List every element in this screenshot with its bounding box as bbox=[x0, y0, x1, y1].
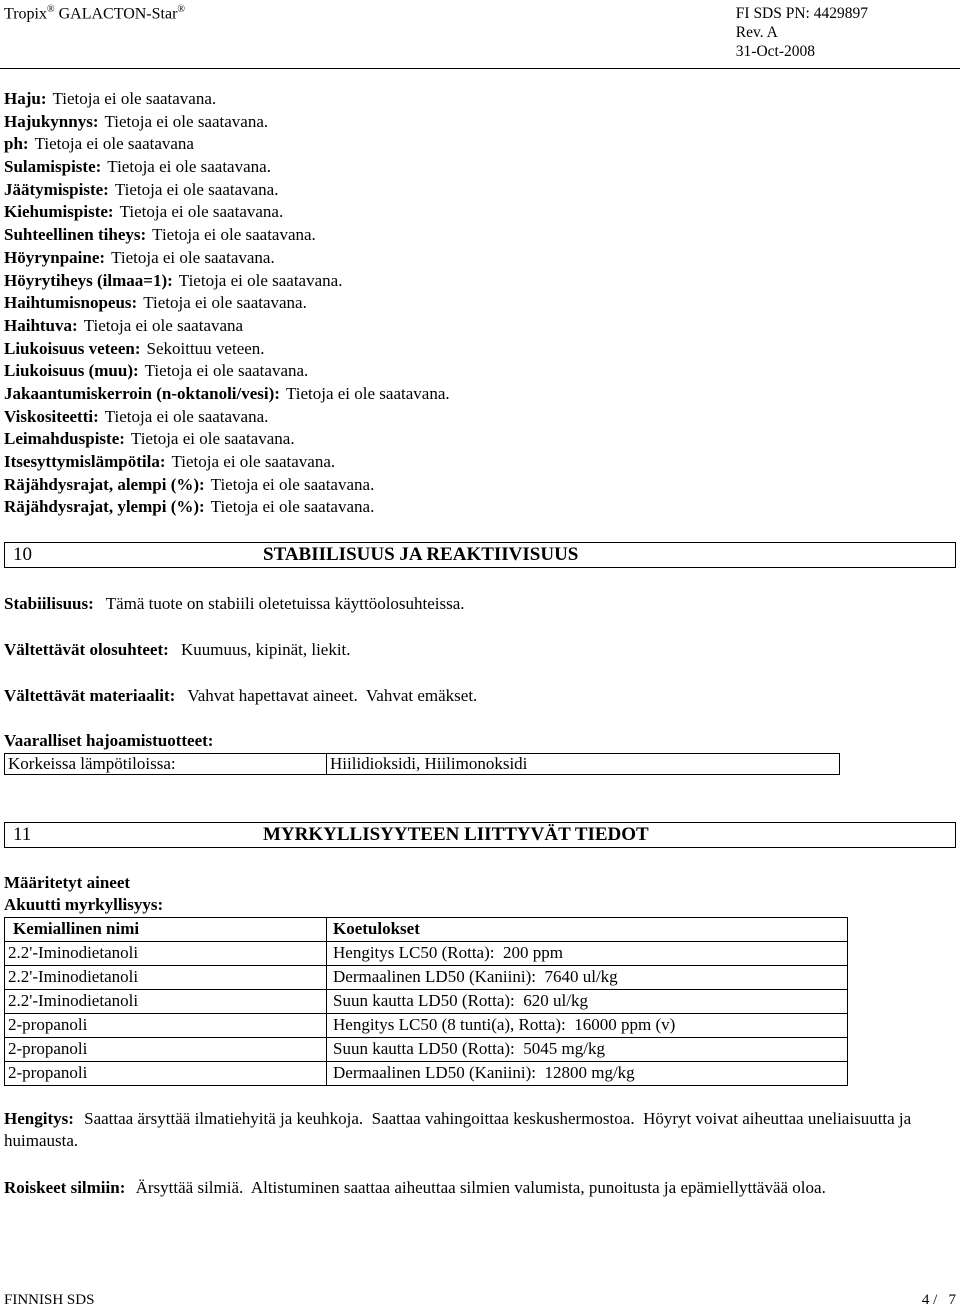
column-header-results: Koetulokset bbox=[327, 918, 848, 942]
inhalation-paragraph bbox=[4, 1108, 944, 1152]
decomposition-label: Vaaralliset hajoamistuotteet: bbox=[4, 731, 214, 750]
property-label: Leimahduspiste: bbox=[4, 429, 125, 449]
decomposition-heading bbox=[4, 731, 221, 751]
inhalation-value: Saattaa ärsyttää ilmatiehyitä ja keuhkoja. Saattaa vahingoittaa keskushermostoa. Höyryt voivat aiheuttaa uneliaisuutta ja huimausta. bbox=[4, 1109, 916, 1150]
property-row bbox=[4, 315, 450, 338]
toxicity-table bbox=[4, 917, 848, 1086]
property-label: Räjähdysrajat, alempi (%): bbox=[4, 474, 205, 494]
property-label: Kiehumispiste: bbox=[4, 202, 114, 222]
section-number: 10 bbox=[13, 544, 32, 565]
property-value: Tietoja ei ole saatavana. bbox=[107, 157, 271, 177]
property-row bbox=[4, 247, 450, 270]
property-label: ph: bbox=[4, 134, 29, 154]
property-value: Tietoja ei ole saatavana. bbox=[130, 429, 295, 449]
property-row bbox=[4, 201, 450, 224]
property-row bbox=[4, 88, 450, 111]
acute-toxicity-heading bbox=[4, 895, 171, 915]
property-value: Tietoja ei ole saatavana bbox=[83, 315, 244, 335]
product-name: GALACTON-Star bbox=[58, 5, 178, 23]
property-label: Liukoisuus (muu): bbox=[4, 361, 139, 381]
table-header-row bbox=[5, 918, 848, 942]
property-row bbox=[4, 270, 450, 293]
chemical-name-cell: 2-propanoli bbox=[5, 1038, 327, 1062]
property-row bbox=[4, 406, 450, 429]
property-row bbox=[4, 133, 450, 156]
property-row bbox=[4, 111, 450, 134]
header-divider bbox=[0, 68, 960, 69]
property-row bbox=[4, 496, 450, 519]
table-row bbox=[5, 966, 848, 990]
chemical-name-cell: 2-propanoli bbox=[5, 1014, 327, 1038]
property-value: Tietoja ei ole saatavana. bbox=[285, 383, 450, 403]
substances-label: Määritetyt aineet bbox=[4, 873, 131, 892]
property-value: Tietoja ei ole saatavana. bbox=[178, 270, 343, 290]
property-value: Sekoittuu veteen. bbox=[146, 338, 265, 358]
test-result-cell: Dermaalinen LD50 (Kaniini): 12800 mg/kg bbox=[327, 1062, 848, 1086]
property-row bbox=[4, 156, 450, 179]
section-title: STABIILISUUS JA REAKTIIVISUUS bbox=[263, 544, 579, 565]
conditions-value: Kuumuus, kipinät, liekit. bbox=[181, 640, 351, 659]
header-meta bbox=[736, 4, 868, 61]
property-label: Jakaantumiskerroin (n-oktanoli/vesi): bbox=[4, 383, 280, 403]
inhalation-label: Hengitys: bbox=[4, 1109, 74, 1128]
property-value: Tietoja ei ole saatavana. bbox=[152, 225, 316, 245]
property-label: Viskositeetti: bbox=[4, 406, 99, 426]
property-row bbox=[4, 474, 450, 497]
property-row bbox=[4, 428, 450, 451]
registered-mark: ® bbox=[46, 4, 55, 15]
property-label: Sulamispiste: bbox=[4, 157, 102, 177]
section-number: 11 bbox=[13, 824, 32, 845]
footer-page-number: 4 / 7 bbox=[921, 1292, 956, 1308]
header-product bbox=[4, 4, 185, 23]
property-value: Tietoja ei ole saatavana. bbox=[143, 293, 307, 313]
test-result-cell: Hengitys LC50 (Rotta): 200 ppm bbox=[327, 942, 848, 966]
chemical-name-cell: 2.2'-Iminodietanoli bbox=[5, 990, 327, 1014]
property-label: Jäätymispiste: bbox=[4, 179, 109, 199]
test-result-cell: Dermaalinen LD50 (Kaniini): 7640 ul/kg bbox=[327, 966, 848, 990]
stability-value: Tämä tuote on stabiili oletetuissa käyttöolosuhteissa. bbox=[105, 594, 465, 613]
test-result-cell: Suun kautta LD50 (Rotta): 5045 mg/kg bbox=[327, 1038, 848, 1062]
eye-contact-label: Roiskeet silmiin: bbox=[4, 1178, 126, 1197]
section-10-header bbox=[4, 542, 956, 568]
section-title: MYRKYLLISYYTEEN LIITTYVÄT TIEDOT bbox=[263, 824, 649, 845]
revision: Rev. A bbox=[735, 24, 778, 41]
chemical-name-cell: 2.2'-Iminodietanoli bbox=[5, 966, 327, 990]
registered-mark: ® bbox=[177, 4, 186, 15]
property-value: Tietoja ei ole saatavana. bbox=[104, 111, 269, 131]
section-11-header bbox=[4, 822, 956, 848]
property-value: Tietoja ei ole saatavana. bbox=[210, 497, 375, 517]
materials-value: Vahvat hapettavat aineet. Vahvat emäkset. bbox=[187, 686, 478, 705]
chemical-name-cell: 2.2'-Iminodietanoli bbox=[5, 942, 327, 966]
property-row bbox=[4, 224, 450, 247]
conditions-row bbox=[4, 640, 351, 660]
property-value: Tietoja ei ole saatavana. bbox=[52, 89, 217, 108]
property-value: Tietoja ei ole saatavana bbox=[34, 134, 194, 154]
property-label: Höyrytiheys (ilmaa=1): bbox=[4, 270, 173, 290]
property-label: Liukoisuus veteen: bbox=[4, 338, 141, 358]
property-row bbox=[4, 338, 450, 361]
substances-heading bbox=[4, 873, 138, 893]
product-brand: Tropix bbox=[4, 5, 47, 23]
property-label: Haju: bbox=[4, 89, 47, 108]
test-result-cell: Suun kautta LD50 (Rotta): 620 ul/kg bbox=[327, 990, 848, 1014]
acute-toxicity-label: Akuutti myrkyllisyys: bbox=[4, 895, 164, 914]
property-row bbox=[4, 360, 450, 383]
property-label: Suhteellinen tiheys: bbox=[4, 225, 147, 245]
property-value: Tietoja ei ole saatavana. bbox=[111, 247, 275, 267]
table-row bbox=[5, 942, 848, 966]
decomposition-products: Hiilidioksidi, Hiilimonoksidi bbox=[330, 754, 528, 773]
property-label: Itsesyttymislämpötila: bbox=[4, 452, 166, 471]
physical-properties-list bbox=[4, 88, 450, 519]
property-value: Tietoja ei ole saatavana. bbox=[171, 452, 336, 471]
property-row bbox=[4, 179, 450, 202]
table-row bbox=[5, 1014, 848, 1038]
footer-document-name: FINNISH SDS bbox=[4, 1292, 95, 1308]
materials-label: Vältettävät materiaalit: bbox=[4, 686, 176, 705]
sds-part-number: FI SDS PN: 4429897 bbox=[735, 5, 868, 22]
test-result-cell: Hengitys LC50 (8 tunti(a), Rotta): 16000 ppm (v) bbox=[327, 1014, 848, 1038]
property-value: Tietoja ei ole saatavana. bbox=[119, 202, 284, 222]
materials-row bbox=[4, 686, 477, 706]
property-value: Tietoja ei ole saatavana. bbox=[114, 179, 279, 199]
eye-contact-value: Ärsyttää silmiä. Altistuminen saattaa aiheuttaa silmien valumista, punoitusta ja epämiellyttävää oloa. bbox=[135, 1178, 826, 1197]
property-row bbox=[4, 292, 450, 315]
property-row bbox=[4, 451, 450, 474]
table-row bbox=[5, 1038, 848, 1062]
stability-label: Stabiilisuus: bbox=[4, 594, 94, 613]
cell-divider bbox=[326, 754, 327, 774]
property-row bbox=[4, 383, 450, 406]
property-label: Haihtumisnopeus: bbox=[4, 293, 138, 313]
property-label: Höyrynpaine: bbox=[4, 247, 106, 267]
property-label: Räjähdysrajat, ylempi (%): bbox=[4, 497, 205, 517]
conditions-label: Vältettävät olosuhteet: bbox=[4, 640, 169, 659]
stability-row bbox=[4, 594, 465, 614]
table-row bbox=[5, 1062, 848, 1086]
table-row bbox=[5, 990, 848, 1014]
property-label: Haihtuva: bbox=[4, 315, 78, 335]
revision-date: 31-Oct-2008 bbox=[735, 43, 815, 60]
property-value: Tietoja ei ole saatavana. bbox=[210, 474, 375, 494]
column-header-chemical: Kemiallinen nimi bbox=[5, 918, 327, 942]
decomposition-condition: Korkeissa lämpötiloissa: bbox=[8, 754, 176, 773]
chemical-name-cell: 2-propanoli bbox=[5, 1062, 327, 1086]
eye-contact-paragraph bbox=[4, 1177, 944, 1199]
property-value: Tietoja ei ole saatavana. bbox=[144, 361, 309, 381]
property-value: Tietoja ei ole saatavana. bbox=[104, 406, 269, 426]
property-label: Hajukynnys: bbox=[4, 111, 99, 131]
decomposition-table bbox=[4, 753, 840, 775]
